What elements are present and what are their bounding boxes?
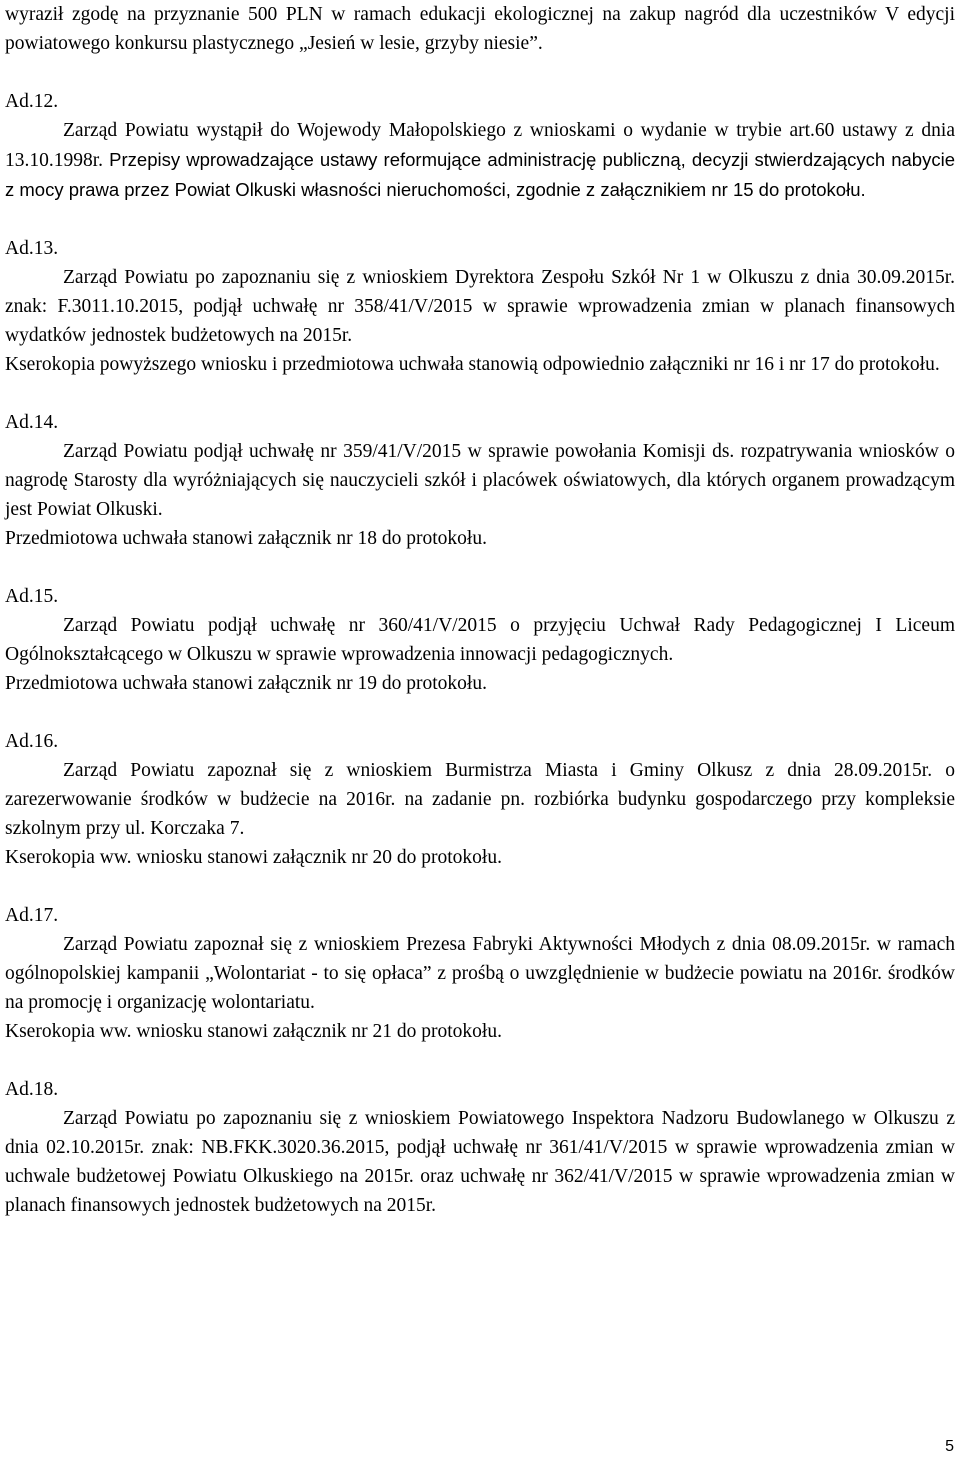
section-gap <box>5 1046 955 1075</box>
section-gap <box>5 379 955 408</box>
section-gap <box>5 698 955 727</box>
ad12-body-serif: Zarząd Powiatu wystąpił do Wojewody Małopolskiego z wnioskami o wydanie w trybie art.60 ustawy z dnia 13.10.1998r. <box>5 120 955 171</box>
section-gap <box>5 58 955 87</box>
section-heading-ad15: Ad.15. <box>5 586 59 607</box>
section-body-ad16: Zarząd Powiatu zapoznał się z wnioskiem Burmistrza Miasta i Gminy Olkusz z dnia 28.09.2015r. o zarezerwowanie środków w budżecie na 2016r. na zadanie pn. rozbiórka budynku gospodarczego przy kompleksie szkolnym przy ul. Korczaka 7. <box>5 760 955 839</box>
section-body-ad12 <box>5 116 955 205</box>
ad12-body-sans: Przepisy wprowadzające ustawy reformujące administrację publiczną, decyzji stwierdzających nabycie z mocy prawa przez Powiat Olkuski własności nieruchomości, zgodnie z załącznikiem nr 15 do protokołu. <box>5 149 955 200</box>
section-body-ad15: Zarząd Powiatu podjął uchwałę nr 360/41/V/2015 o przyjęciu Uchwał Rady Pedagogicznej I Liceum Ogólnokształcącego w Olkuszu w sprawie wprowadzenia innowacji pedagogicznych. <box>5 615 955 665</box>
section-note-ad14: Przedmiotowa uchwała stanowi załącznik nr 18 do protokołu. <box>5 528 487 549</box>
section-body-ad17: Zarząd Powiatu zapoznał się z wnioskiem Prezesa Fabryki Aktywności Młodych z dnia 08.09.2015r. w ramach ogólnopolskiej kampanii „Wolontariat - to się opłaca” z prośbą o uwzględnienie w budżecie powiatu na 2016r. środków na promocję i organizację wolontariatu. <box>5 934 955 1013</box>
section-heading-ad14: Ad.14. <box>5 412 59 433</box>
section-note-ad13: Kserokopia powyższego wniosku i przedmiotowa uchwała stanowią odpowiednio załączniki nr 16 i nr 17 do protokołu. <box>5 354 940 375</box>
section-body-ad13: Zarząd Powiatu po zapoznaniu się z wnioskiem Dyrektora Zespołu Szkół Nr 1 w Olkuszu z dnia 30.09.2015r. znak: F.3011.10.2015, podjął uchwałę nr 358/41/V/2015 w sprawie wprowadzenia zmian w planach finansowych wydatków jednostek budżetowych na 2015r. <box>5 267 955 346</box>
section-gap <box>5 553 955 582</box>
page-number: 5 <box>945 1438 954 1455</box>
section-gap <box>5 205 955 234</box>
document-page <box>5 0 955 1220</box>
section-note-ad16: Kserokopia ww. wniosku stanowi załącznik nr 20 do protokołu. <box>5 847 502 868</box>
section-heading-ad18: Ad.18. <box>5 1079 59 1100</box>
intro-paragraph: wyraził zgodę na przyznanie 500 PLN w ramach edukacji ekologicznej na zakup nagród dla uczestników V edycji powiatowego konkursu plastycznego „Jesień w lesie, grzyby niesie”. <box>5 4 955 54</box>
section-heading-ad12: Ad.12. <box>5 91 59 112</box>
section-note-ad15: Przedmiotowa uchwała stanowi załącznik nr 19 do protokołu. <box>5 673 487 694</box>
section-body-ad18: Zarząd Powiatu po zapoznaniu się z wnioskiem Powiatowego Inspektora Nadzoru Budowlanego w Olkuszu z dnia 02.10.2015r. znak: NB.FKK.3020.36.2015, podjął uchwałę nr 361/41/V/2015 w sprawie wprowadzenia zmian w uchwale budżetowej Powiatu Olkuskiego na 2015r. oraz uchwałę nr 362/41/V/2015 w sprawie wprowadzenia zmian w planach finansowych jednostek budżetowych na 2015r. <box>5 1108 955 1216</box>
section-heading-ad16: Ad.16. <box>5 731 59 752</box>
section-heading-ad13: Ad.13. <box>5 238 59 259</box>
section-gap <box>5 872 955 901</box>
section-body-ad14: Zarząd Powiatu podjął uchwałę nr 359/41/V/2015 w sprawie powołania Komisji ds. rozpatrywania wniosków o nagrodę Starosty dla wyróżniających się nauczycieli szkół i placówek oświatowych, dla których organem prowadzącym jest Powiat Olkuski. <box>5 441 955 520</box>
section-heading-ad17: Ad.17. <box>5 905 59 926</box>
section-note-ad17: Kserokopia ww. wniosku stanowi załącznik nr 21 do protokołu. <box>5 1021 502 1042</box>
